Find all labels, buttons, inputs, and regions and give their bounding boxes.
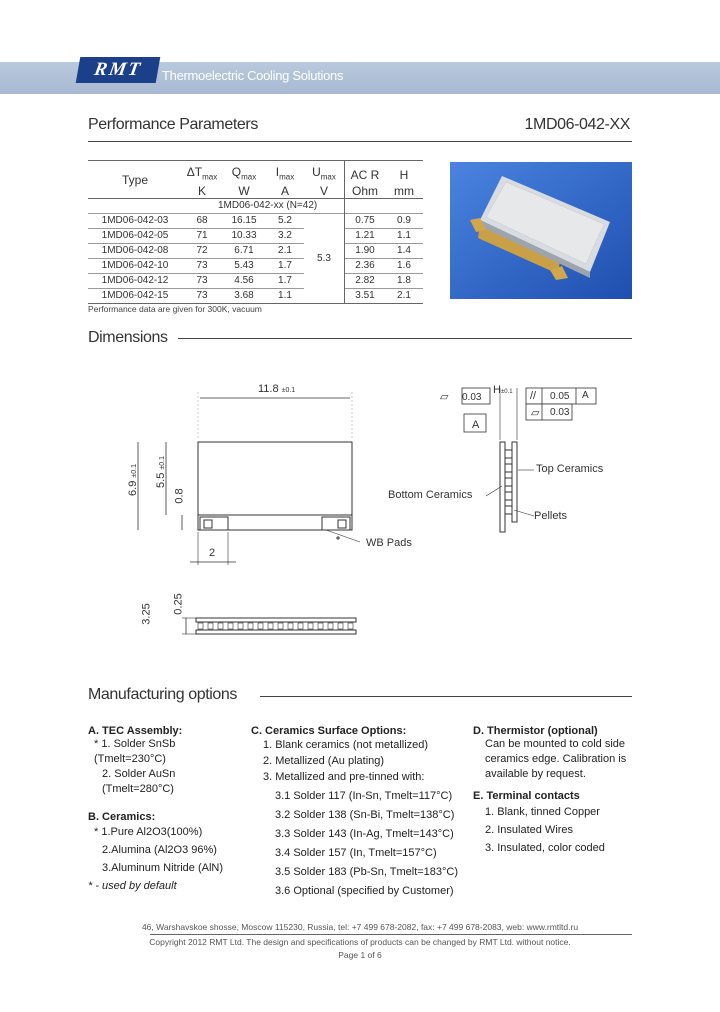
flatness-value-2: 0.03 <box>550 407 570 418</box>
footer-address: 46, Warshavskoe shosse, Moscow 115230, Russia, tel: +7 499 678-2082, fax: +7 499 678-2083, web: www.rmtltd.ru <box>141 922 579 932</box>
list-item: 3. Metallized and pre-tinned with: <box>263 771 425 783</box>
list-item: 1. Blank, tinned Copper <box>485 806 600 818</box>
umax-shared: 5.3 <box>317 252 331 264</box>
top-ceramics-label: Top Ceramics <box>536 463 604 475</box>
pellet <box>348 623 353 629</box>
height-outer-label: 6.9 ±0.1 <box>126 464 139 496</box>
footer-page: Page 1 of 6 <box>338 950 382 960</box>
group-label: 1MD06-042-xx (N=42) <box>218 200 318 212</box>
width-label: 11.8 ±0.1 <box>258 383 296 395</box>
datum-a: A <box>472 419 480 431</box>
list-item: 3.4 Solder 157 (In, Tmelt=157°C) <box>275 847 437 859</box>
pellet <box>328 623 333 629</box>
surface-options-section <box>251 725 471 899</box>
unit-mm: mm <box>394 184 414 199</box>
thermistor-text: available by request. <box>485 768 586 780</box>
list-item: 1. Blank ceramics (not metallized) <box>263 739 429 751</box>
bottom-ceramics-label: Bottom Ceramics <box>388 489 473 501</box>
table-row: 1MD06-042-10 73 5.43 1.7 2.36 1.6 <box>88 259 423 274</box>
col-acr: AC R <box>345 161 386 185</box>
height-inner-label: 5.5 ±0.1 <box>154 456 167 488</box>
flat-symbol-1: ⏥ <box>440 391 449 403</box>
ceramic-thickness-label: 0.25 <box>172 593 185 615</box>
list-item: 3.6 Optional (specified by Customer) <box>275 885 454 897</box>
performance-table <box>88 160 423 304</box>
list-item: 3.5 Solder 183 (Pb-Sn, Tmelt=183°C) <box>275 866 459 878</box>
wb-pads-label: WB Pads <box>366 537 412 549</box>
surface-heading: C. Ceramics Surface Options: <box>251 725 407 737</box>
pellet <box>278 623 283 629</box>
parallel-symbol: // <box>530 390 537 402</box>
ceramics-heading: B. Ceramics: <box>88 811 156 823</box>
col-type: Type <box>121 172 148 187</box>
list-item: * 1. Solder SnSb (Tmelt=230°C) <box>94 738 176 765</box>
table-row: 1MD06-042-12 73 4.56 1.7 2.82 1.8 <box>88 274 423 289</box>
dimensions-rule <box>178 338 632 339</box>
table-row: 1MD06-042-05 71 10.33 3.2 1.21 1.1 <box>88 229 423 244</box>
flatness-value-1: 0.03 <box>462 392 482 403</box>
col-u: $U_{max}$ <box>312 165 336 182</box>
pellet <box>308 623 313 629</box>
list-item: 2. Insulated Wires <box>485 824 574 836</box>
pellet <box>298 623 303 629</box>
thickness-label: 3.25 <box>140 603 153 625</box>
col-i: $I_{max}$ <box>275 165 295 182</box>
list-item: 3. Insulated, color coded <box>485 842 605 854</box>
part-number: 1MD06-042-XX <box>524 116 630 133</box>
list-item: 3.Aluminum Nitride (AlN) <box>102 862 224 874</box>
pellet <box>228 623 233 629</box>
performance-rule <box>88 141 632 142</box>
manufacturing-title: Manufacturing options <box>88 686 238 703</box>
rmt-logo: RMT <box>76 57 161 83</box>
pad-height-label: 0.8 <box>173 488 186 504</box>
default-footnote: * - used by default <box>88 880 177 892</box>
pad-width-label: 2 <box>209 547 216 559</box>
top-view-drawing <box>130 380 430 580</box>
manufacturing-rule <box>260 696 632 697</box>
pellet <box>198 623 203 629</box>
perf-table <box>88 160 423 304</box>
thermistor-section <box>473 725 633 856</box>
right-side-view <box>430 382 630 542</box>
tec-heading: A. TEC Assembly: <box>88 725 183 737</box>
perf-note: Performance data are given for 300K, vacuum <box>88 304 262 314</box>
pellet <box>268 623 273 629</box>
list-item: 2. Solder AuSn (Tmelt=280°C) <box>102 768 176 795</box>
pellet <box>258 623 263 629</box>
tagline: Thermoelectric Cooling Solutions <box>162 68 344 83</box>
list-item: 2.Alumina (Al2O3 96%) <box>102 844 217 856</box>
footer-rule <box>150 934 632 935</box>
flat-symbol-2: ⏥ <box>531 407 540 419</box>
col-dt: $\Delta T_{max}$ <box>186 165 218 182</box>
unit-a: A <box>280 184 289 199</box>
product-photo <box>450 162 632 299</box>
footer-copyright: Copyright 2012 RMT Ltd. The design and specifications of products can be changed by RMT Ltd. without notice. <box>149 937 571 947</box>
list-item: * 1.Pure Al2O3(100%) <box>94 826 203 838</box>
pellet <box>208 623 213 629</box>
table-row: 1MD06-042-15 73 3.68 1.1 3.51 2.1 <box>88 289 423 304</box>
pellet <box>338 623 343 629</box>
unit-v: V <box>319 184 328 199</box>
pellet <box>288 623 293 629</box>
h-label: H±0.1 <box>493 384 513 396</box>
list-item: 3.2 Solder 138 (Sn-Bi, Tmelt=138°C) <box>275 809 455 821</box>
table-row: 1MD06-042-08 72 6.71 2.1 1.90 1.4 <box>88 244 423 259</box>
pellets-label: Pellets <box>534 510 568 522</box>
table-row: 1MD06-042-03 68 16.15 5.2 5.3 0.75 0.9 <box>88 214 423 229</box>
pellet <box>318 623 323 629</box>
list-item: 3.3 Solder 143 (In-Ag, Tmelt=143°C) <box>275 828 454 840</box>
tec-assembly-section <box>88 725 248 894</box>
dimensions-title: Dimensions <box>88 329 168 346</box>
terminal-heading: E. Terminal contacts <box>473 790 580 802</box>
list-item: 3.1 Solder 117 (In-Sn, Tmelt=117°C) <box>275 790 453 802</box>
unit-ohm: Ohm <box>345 184 386 199</box>
side-view-drawing <box>160 590 360 640</box>
parallel-value: 0.05 <box>550 391 570 402</box>
list-item: 2. Metallized (Au plating) <box>263 755 385 767</box>
pellet <box>248 623 253 629</box>
pellet <box>238 623 243 629</box>
pellet <box>218 623 223 629</box>
col-q: $Q_{max}$ <box>231 165 257 182</box>
unit-w: W <box>238 184 250 199</box>
thermistor-heading: D. Thermistor (optional) <box>473 725 598 737</box>
thermistor-text: Can be mounted to cold side <box>485 738 626 750</box>
col-h: H <box>399 167 409 182</box>
unit-k: K <box>197 184 206 199</box>
performance-title: Performance Parameters <box>88 116 258 133</box>
parallel-datum: A <box>582 390 589 401</box>
thermistor-text: ceramics edge. Calibration is <box>485 753 627 765</box>
